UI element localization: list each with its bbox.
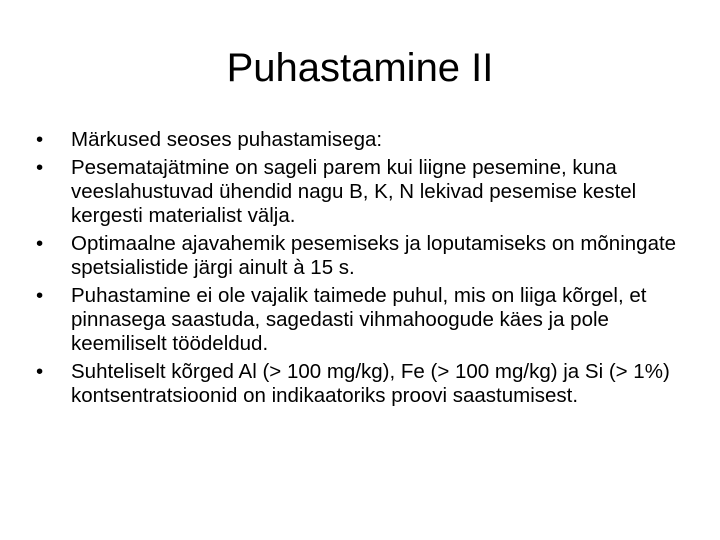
bullet-item — [36, 284, 700, 356]
bullet-dot-icon: • — [36, 232, 44, 255]
slide-title: Puhastamine II — [226, 46, 494, 90]
bullet-text: Optimaalne ajavahemik pesemiseks ja loputamiseks on mõningate spetsialistide järgi ainult à 15 s. — [71, 232, 677, 279]
bullet-item — [36, 232, 700, 280]
bullet-item — [36, 360, 700, 408]
bullet-dot-icon: • — [36, 284, 44, 307]
bullet-text: Pesematajätmine on sageli parem kui liigne pesemine, kuna veeslahustuvad ühendid nagu B, K, N lekivad pesemise kestel kergesti materialist välja. — [71, 156, 637, 227]
bullet-text: Märkused seoses puhastamisega: — [71, 128, 383, 151]
bullet-text: Puhastamine ei ole vajalik taimede puhul, mis on liiga kõrgel, et pinnasega saastuda, sagedasti vihmahoogude käes ja pole keemiliselt töödeldud. — [71, 284, 647, 355]
bullet-dot-icon: • — [36, 156, 44, 179]
bullet-text: Suhteliselt kõrged Al (> 100 mg/kg), Fe (> 100 mg/kg) ja Si (> 1%) kontsentratsioonid on indikaatoriks proovi saastumisest. — [71, 360, 670, 407]
bullet-dot-icon: • — [36, 360, 44, 383]
bullet-list — [36, 128, 700, 412]
bullet-dot-icon: • — [36, 128, 44, 151]
bullet-item — [36, 128, 700, 152]
bullet-item — [36, 156, 700, 228]
